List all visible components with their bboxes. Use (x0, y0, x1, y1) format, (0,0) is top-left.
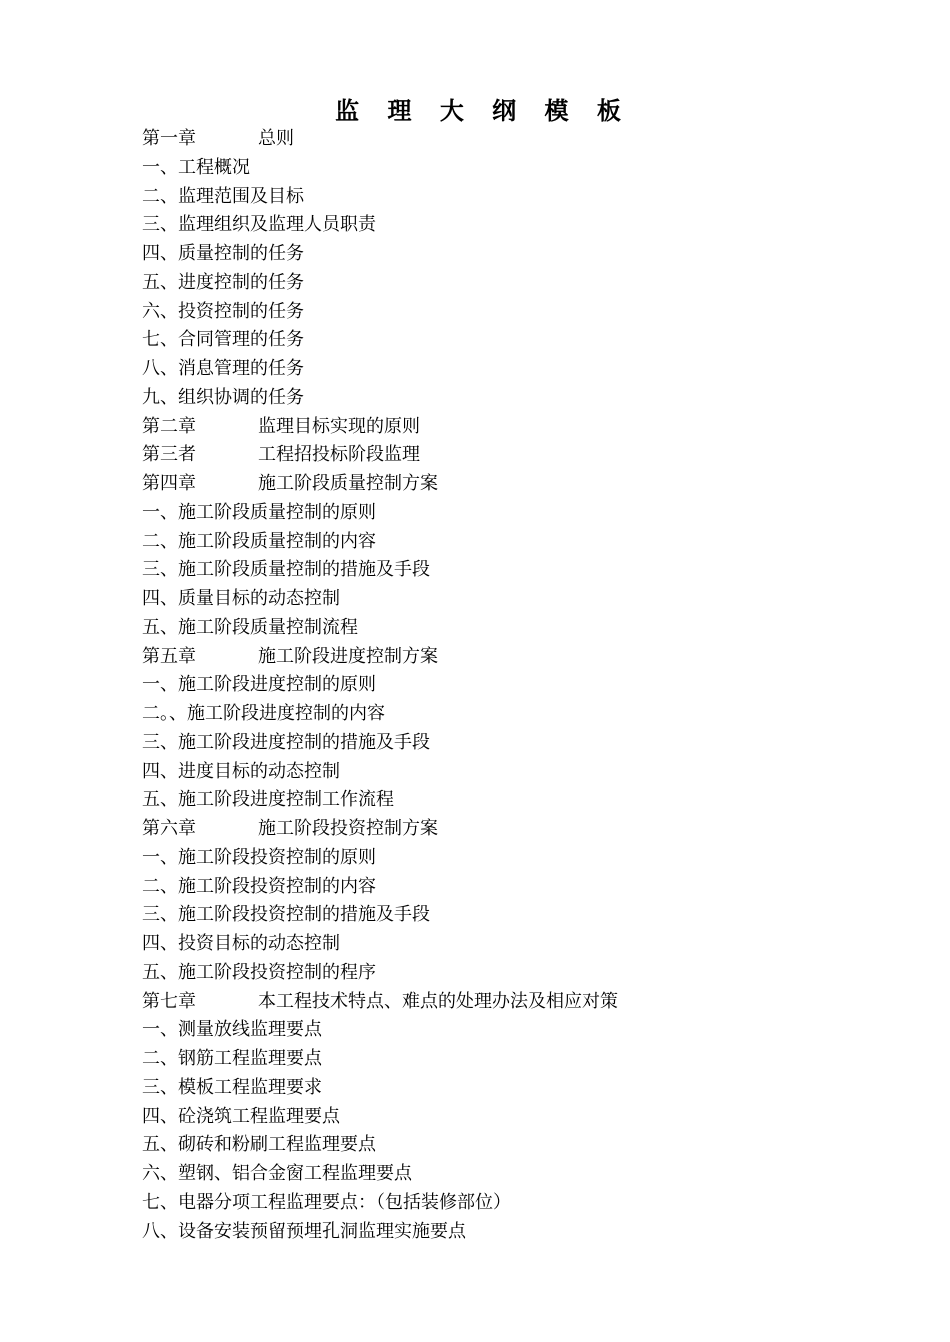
toc-section-line (142, 183, 902, 212)
toc-chapter-line (142, 988, 902, 1017)
chapter-title: 施工阶段质量控制方案 (258, 473, 438, 494)
document-title: 监 理 大 纲 模 板 (335, 97, 631, 125)
toc-section-line (142, 758, 902, 787)
chapter-number: 第三者 (142, 444, 196, 466)
toc-section-line (142, 1016, 902, 1045)
chapter-number: 第一章 (142, 128, 196, 149)
section-title: 三、施工阶段进度控制的措施及手段 (142, 731, 430, 753)
toc-section-line (142, 154, 902, 183)
section-title: 一、施工阶段质量控制的原则 (142, 501, 376, 523)
toc-section-line (142, 240, 902, 269)
section-title: 二、施工阶段质量控制的内容 (142, 530, 376, 552)
section-title: 四、砼浇筑工程监理要点 (142, 1105, 340, 1127)
section-title: 四、质量控制的任务 (142, 243, 304, 264)
chapter-title: 监理目标实现的原则 (258, 415, 420, 437)
toc-section-line (142, 556, 902, 585)
chapter-number: 第七章 (142, 990, 196, 1012)
chapter-title: 本工程技术特点、难点的处理办法及相应对策 (258, 990, 618, 1012)
toc-section-line (142, 1131, 902, 1160)
chapter-title: 施工阶段进度控制方案 (258, 645, 438, 667)
chapter-title: 工程招投标阶段监理 (258, 444, 420, 466)
toc-section-line (142, 1218, 902, 1247)
section-title: 六、投资控制的任务 (142, 300, 304, 322)
toc-section-line (142, 499, 902, 528)
toc-section-line (142, 211, 902, 240)
toc-section-line (142, 1160, 902, 1189)
toc-section-line (142, 1103, 902, 1132)
toc-chapter-line (142, 413, 902, 442)
section-title: 八、设备安装预留预埋孔洞监理实施要点 (142, 1220, 466, 1242)
section-title: 四、投资目标的动态控制 (142, 933, 340, 954)
section-title: 七、电器分项工程监理要点：（包括装修部位） (142, 1191, 511, 1213)
toc-section-line (142, 700, 902, 729)
section-title: 五、进度控制的任务 (142, 271, 304, 293)
toc-section-line (142, 326, 902, 355)
toc-section-line (142, 355, 902, 384)
toc-section-line (142, 671, 902, 700)
section-title: 五、砌砖和粉刷工程监理要点 (142, 1134, 376, 1156)
toc-chapter-line (142, 470, 902, 499)
section-title: 二、钢筋工程监理要点 (142, 1048, 322, 1069)
toc-section-line (142, 844, 902, 873)
section-title: 五、施工阶段投资控制的程序 (142, 961, 376, 983)
section-title: 一、施工阶段投资控制的原则 (142, 846, 376, 868)
toc-section-line (142, 1045, 902, 1074)
toc-section-line (142, 873, 902, 902)
toc-section-line (142, 729, 902, 758)
toc-section-line (142, 1074, 902, 1103)
chapter-title: 施工阶段投资控制方案 (258, 818, 438, 839)
section-title: 三、监理组织及监理人员职责 (142, 214, 376, 236)
chapter-number: 第六章 (142, 818, 196, 839)
toc-section-line (142, 901, 902, 930)
section-title: 六、塑钢、铝合金窗工程监理要点 (142, 1163, 412, 1184)
section-title: 七、合同管理的任务 (142, 329, 304, 351)
toc-section-line (142, 1189, 902, 1218)
toc-chapter-line (142, 441, 902, 470)
chapter-number: 第四章 (142, 473, 196, 494)
section-title: 三、施工阶段质量控制的措施及手段 (142, 559, 430, 581)
toc-section-line (142, 298, 902, 327)
section-title: 五、施工阶段质量控制流程 (142, 616, 358, 638)
section-title: 二。、施工阶段进度控制的内容 (142, 703, 385, 724)
section-title: 九、组织协调的任务 (142, 386, 304, 408)
section-title: 一、施工阶段进度控制的原则 (142, 674, 376, 696)
section-title: 二、施工阶段投资控制的内容 (142, 875, 376, 897)
section-title: 三、施工阶段投资控制的措施及手段 (142, 904, 430, 926)
toc-section-line (142, 930, 902, 959)
toc-section-line (142, 528, 902, 557)
chapter-number: 第五章 (142, 645, 196, 667)
toc-section-line (142, 269, 902, 298)
section-title: 四、进度目标的动态控制 (142, 760, 340, 782)
section-title: 一、测量放线监理要点 (142, 1019, 322, 1041)
section-title: 四、质量目标的动态控制 (142, 588, 340, 609)
toc-chapter-line (142, 815, 902, 844)
toc-chapter-line (142, 125, 902, 154)
section-title: 八、消息管理的任务 (142, 358, 304, 379)
toc-section-line (142, 786, 902, 815)
table-of-contents (142, 125, 902, 1246)
toc-chapter-line (142, 643, 902, 672)
section-title: 一、工程概况 (142, 156, 250, 178)
toc-section-line (142, 384, 902, 413)
section-title: 二、监理范围及目标 (142, 185, 304, 207)
toc-section-line (142, 585, 902, 614)
section-title: 三、模板工程监理要求 (142, 1076, 322, 1098)
section-title: 五、施工阶段进度控制工作流程 (142, 789, 394, 811)
chapter-title: 总则 (258, 128, 294, 149)
toc-section-line (142, 959, 902, 988)
chapter-number: 第二章 (142, 415, 196, 437)
toc-section-line (142, 614, 902, 643)
